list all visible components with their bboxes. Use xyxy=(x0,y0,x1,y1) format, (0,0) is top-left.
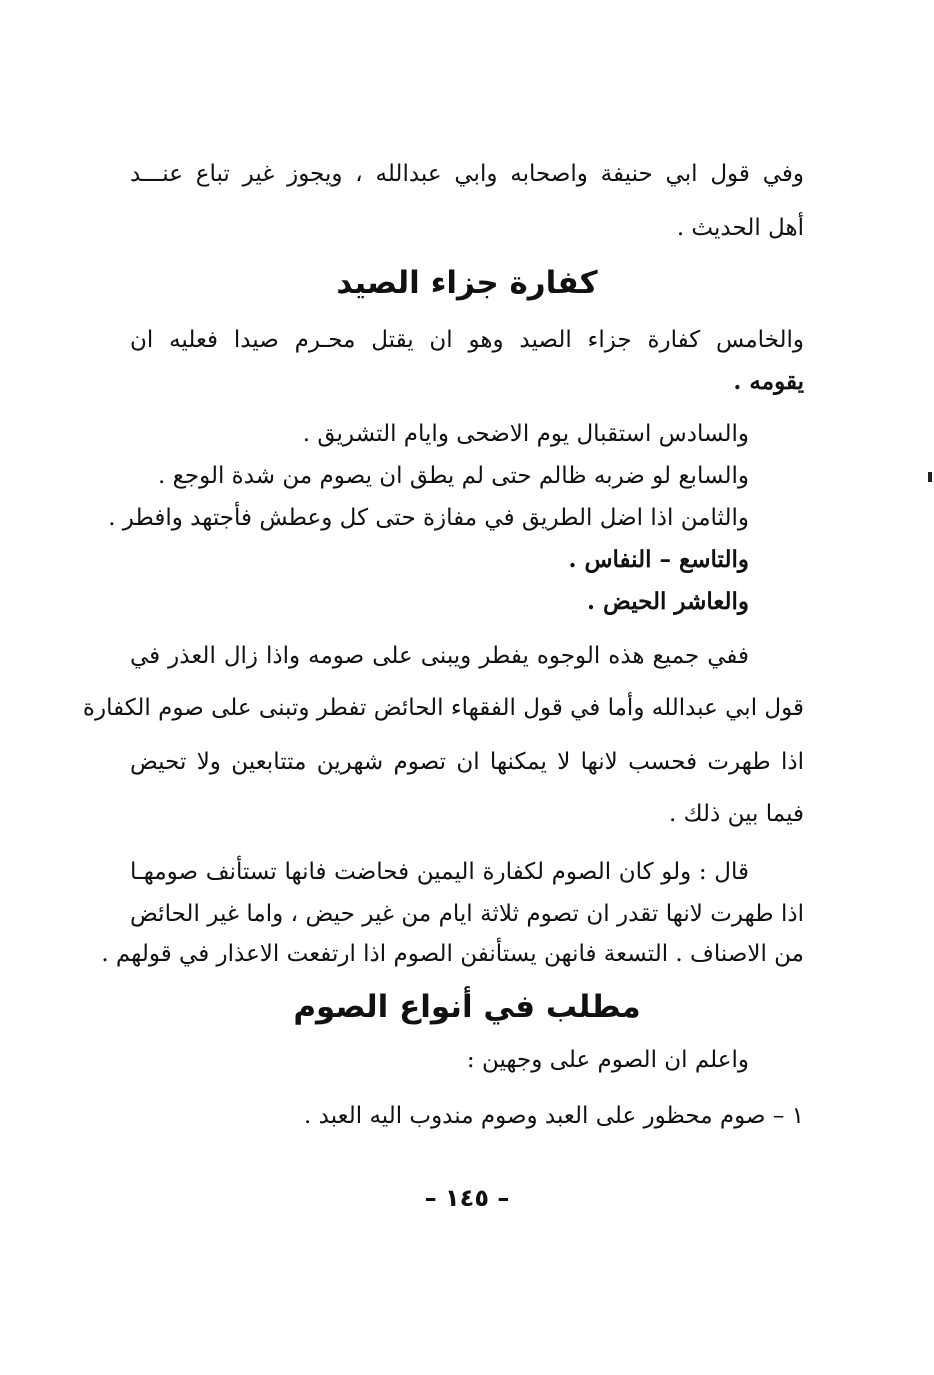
para3-line1: ففي جميع هذه الوجوه يفطر ويبنى على صومه واذا زال العذر في xyxy=(130,643,749,669)
list-item: والعاشر الحيض . xyxy=(587,588,749,615)
para4-line1: قال : ولو كان الصوم لكفارة اليمين فحاضت فانها تستأنف صومهـا xyxy=(130,859,749,885)
scan-edge-mark xyxy=(928,472,932,482)
para3-line3: اذا طهرت فحسب لانها لا يمكنها ان تصوم شهرين متتابعين ولا تحيض xyxy=(130,749,804,775)
section-heading-fasting-types: مطلب في أنواع الصوم xyxy=(293,989,641,1025)
list-item: والثامن اذا اضل الطريق في مفازة حتى كل وعطش فأجتهد وافطر . xyxy=(108,505,749,531)
section-heading-hunting-expiation: كفارة جزاء الصيد xyxy=(336,265,598,301)
para4-line3: من الاصناف . التسعة فانهن يستأنفن الصوم اذا ارتفعت الاعذار في قولهم . xyxy=(101,941,804,967)
list-item: والسابع لو ضربه ظالم حتى لم يطق ان يصوم من شدة الوجع . xyxy=(158,463,749,489)
list-item: والتاسع – النفاس . xyxy=(568,546,749,573)
para2-line1: والخامس كفارة جزاء الصيد وهو ان يقتل محـرم صيدا فعليه ان xyxy=(130,327,804,353)
para5-line1: واعلم ان الصوم على وجهين : xyxy=(466,1047,749,1073)
para1-line2: أهل الحديث . xyxy=(676,215,804,241)
para3-line4: فيما بين ذلك . xyxy=(669,801,804,827)
para1-line1: وفي قول ابي حنيفة واصحابه وابي عبدالله ، ويجوز غير تباع عنـــد xyxy=(130,161,804,187)
para5-line2: ١ – صوم محظور على العبد وصوم مندوب اليه العبد . xyxy=(304,1103,804,1129)
para2-line2: يقومه . xyxy=(733,368,804,395)
list-item: والسادس استقبال يوم الاضحى وايام التشريق . xyxy=(302,421,749,447)
para4-line2: اذا طهرت لانها تقدر ان تصوم ثلاثة ايام من غير حيض ، واما غير الحائض xyxy=(130,901,804,927)
page-number: – ١٤٥ – xyxy=(424,1184,510,1212)
para3-line2: قول ابي عبدالله وأما في قول الفقهاء الحائض تفطر وتبنى على صوم الكفارة xyxy=(82,695,804,721)
